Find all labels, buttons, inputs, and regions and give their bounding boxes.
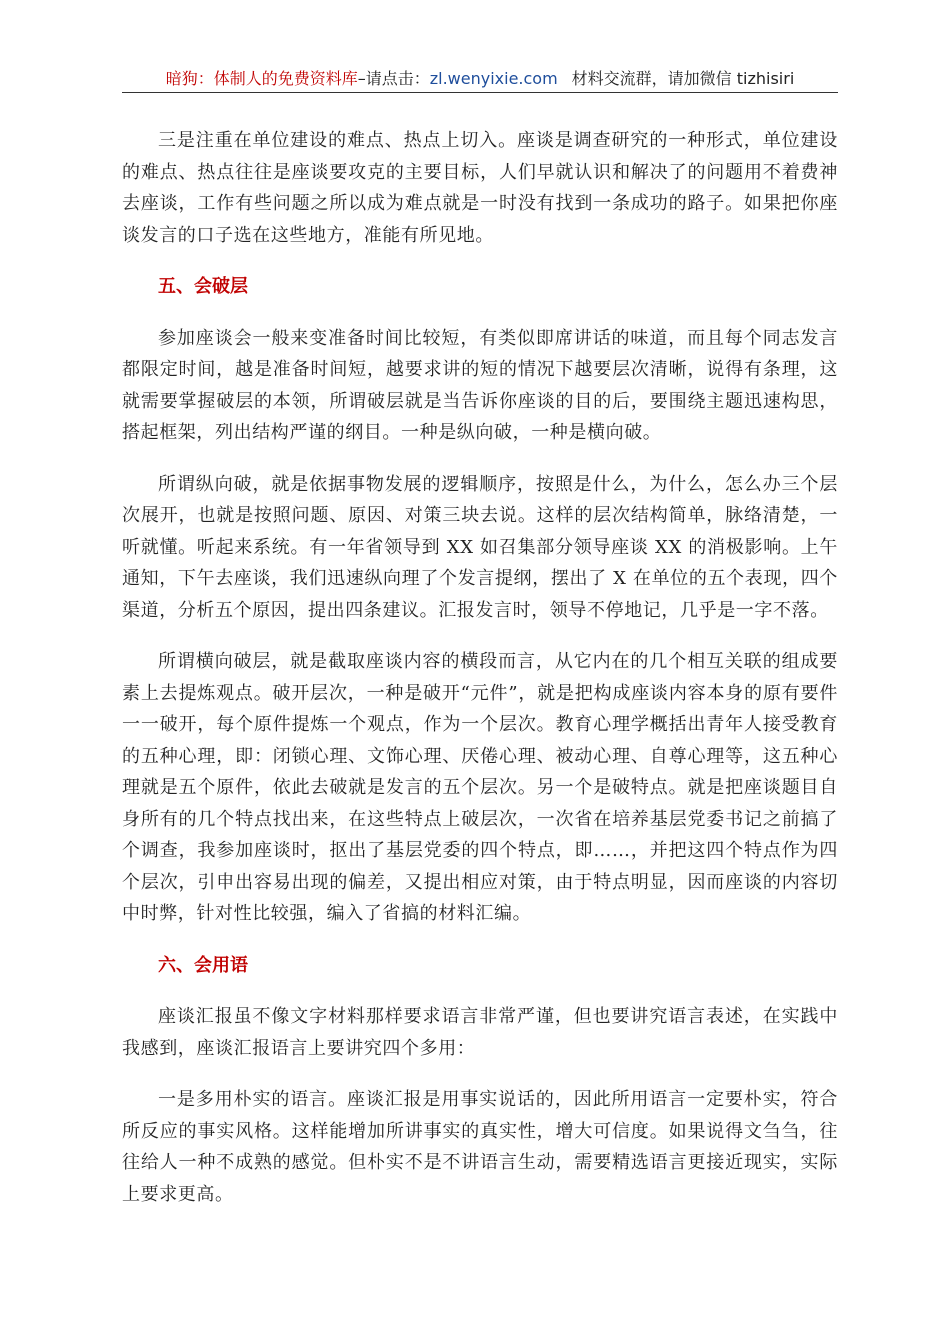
header-site-label: 暗狗：体制人的免费资料库 <box>165 69 358 88</box>
paragraph-5: 座谈汇报虽不像文字材料那样要求语言非常严谨，但也要讲究语言表述，在实践中我感到，座谈汇报语言上要讲究四个多用： <box>122 1006 838 1059</box>
paragraph-2: 参加座谈会一般来变准备时间比较短，有类似即席讲话的味道，而且每个同志发言都限定时间，越是准备时间短，越要求讲的短的情况下越要层次清晰，说得有条理，这就需要掌握破层的本领，所谓破层就是当告诉你座谈的目的后，要围绕主题迅速构思，搭起框架，列出结构严谨的纲目。一种是纵向破，一种是横向破。 <box>122 327 838 443</box>
section-heading-5: 五、会破层 <box>158 276 248 297</box>
document-body <box>122 125 838 1230</box>
section-heading-6: 六、会用语 <box>158 954 248 976</box>
paragraph-3: 所谓纵向破，就是依据事物发展的逻辑顺序，按照是什么，为什么，怎么办三个层次展开，也就是按照问题、原因、对策三块去说。这样的层次结构简单，脉络清楚，一听就懂。听起来系统。有一年省领导到 XX 如召集部分领导座谈 XX 的消极影响。上午通知，下午去座谈，我们迅速纵向理了个发言提纲，摆出了 X 在单位的五个表现，四个渠道，分析五个原因，提出四条建议。汇报发言时，领导不停地记，几乎是一字不落。 <box>122 473 838 621</box>
paragraph-4: 所谓横向破层，就是截取座谈内容的横段而言，从它内在的几个相互关联的组成要素上去提炼观点。破开层次，一种是破开“元件”，就是把构成座谈内容本身的原有要件一一破开，每个原件提炼一个观点，作为一个层次。教育心理学概括出青年人接受教育的五种心理，即：闭锁心理、文饰心理、厌倦心理、被动心理、自尊心理等，这五种心理就是五个原件，依此去破就是发言的五个层次。另一个是破特点。就是把座谈题目自身所有的几个特点找出来，在这些特点上破层次，一次省在培养基层党委书记之前搞了个调查，我参加座谈时，抠出了基层党委的四个特点，即……，并把这四个特点作为四个层次，引申出容易出现的偏差，又提出相应对策，由于特点明显，因而座谈的内容切中时弊，针对性比较强，编入了省搞的材料汇编。 <box>122 651 838 924</box>
paragraph-1: 三是注重在单位建设的难点、热点上切入。座谈是调查研究的一种形式，单位建设的难点、热点往往是座谈要攻克的主要目标，人们早就认识和解决了的问题用不着费神去座谈，工作有些问题之所以成为难点就是一时没有找到一条成功的路子。如果把你座谈发言的口子选在这些地方，准能有所见地。 <box>122 130 838 246</box>
header-url-link[interactable]: zl.wenyixie.com <box>429 69 558 88</box>
page-header <box>122 66 838 93</box>
header-group-text: 材料交流群，请加微信 tizhisiri <box>571 69 795 88</box>
paragraph-6: 一是多用朴实的语言。座谈汇报是用事实说话的，因此所用语言一定要朴实，符合所反应的事实风格。这样能增加所讲事实的真实性，增大可信度。如果说得文刍刍，往往给人一种不成熟的感觉。但朴实不是不讲语言生动，需要精选语言更接近现实，实际上要求更高。 <box>122 1089 838 1205</box>
header-click-prefix: –请点击： <box>357 69 430 88</box>
